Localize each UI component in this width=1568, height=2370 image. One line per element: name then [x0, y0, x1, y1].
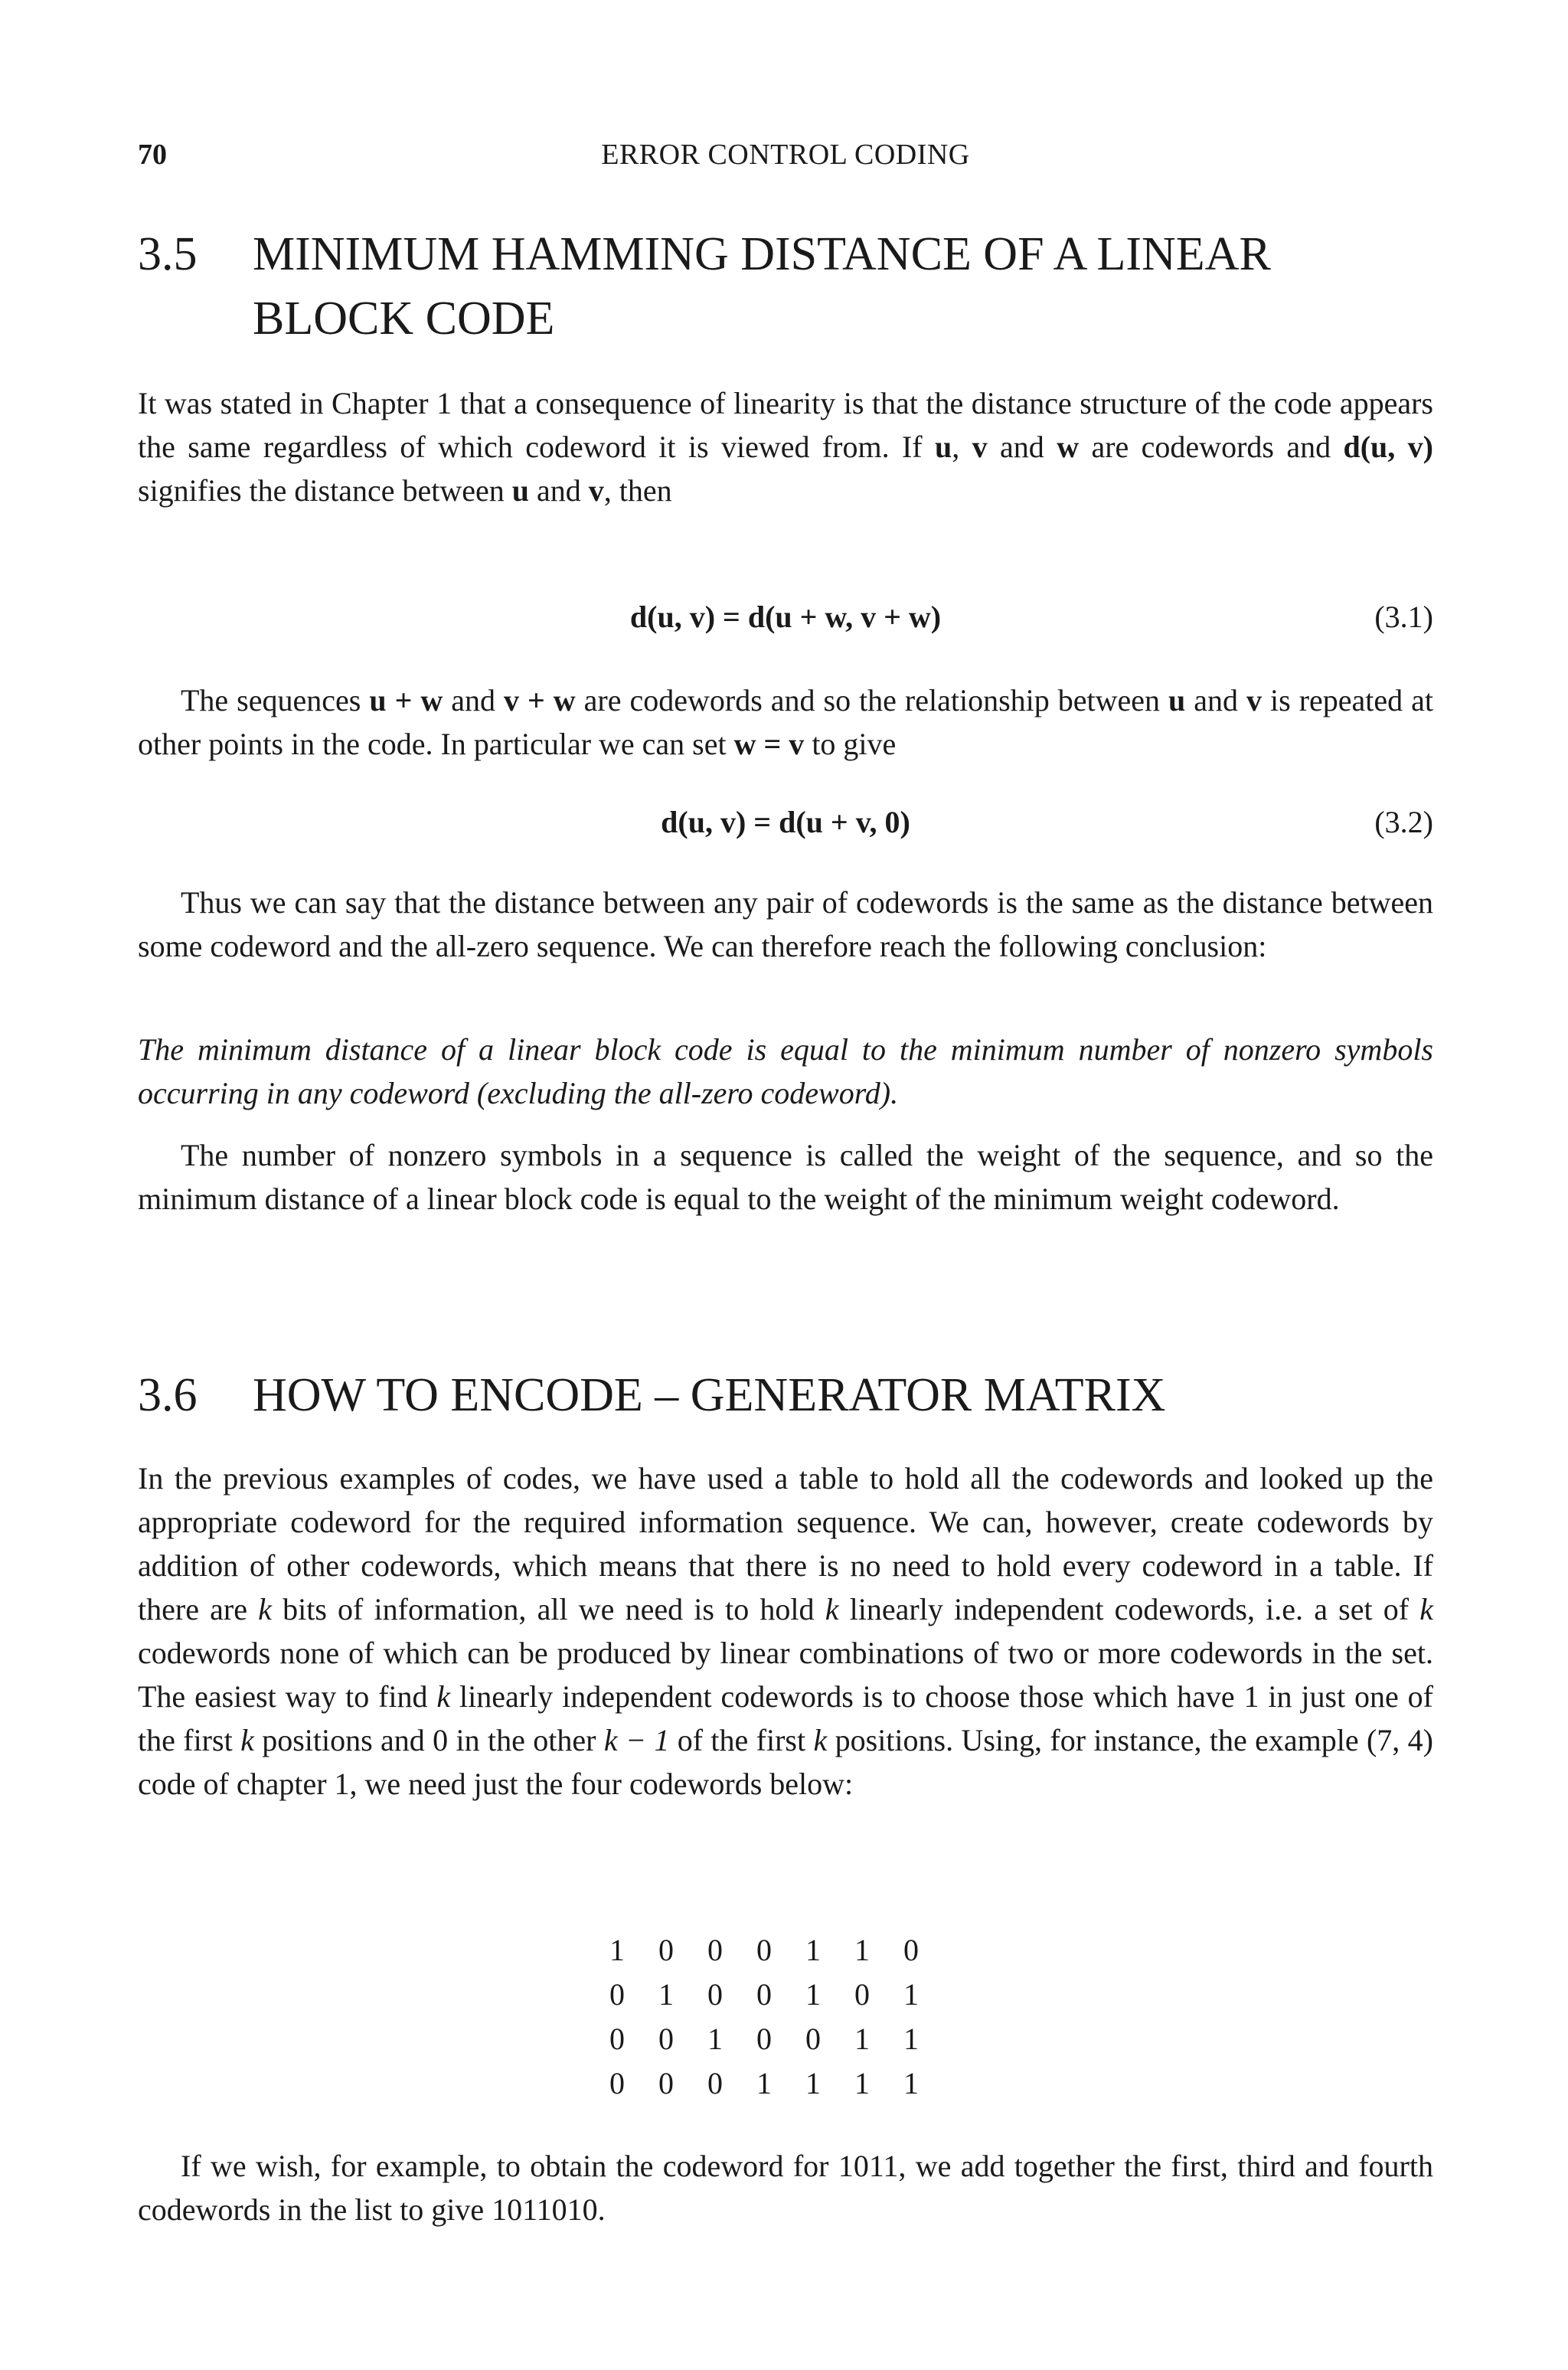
- symbol-k: k: [825, 1592, 839, 1626]
- matrix-cell: 1: [805, 1977, 821, 2012]
- symbol-u: u: [935, 430, 952, 464]
- paragraph-example-1011: If we wish, for example, to obtain the codeword for 1011, we add together the first, third and fourth codewords in the list to give 1011010.: [138, 2149, 1433, 2227]
- matrix-cell: 0: [609, 2066, 625, 2100]
- matrix-cell: 0: [854, 1977, 870, 2012]
- equation-3-2: [138, 804, 1433, 850]
- paragraph-distance-pairs: Thus we can say that the distance between any pair of codewords is the same as the distance between some codeword and the all-zero sequence. We can therefore reach the following conclusion:: [138, 885, 1433, 963]
- matrix-cell: 0: [658, 1933, 674, 1967]
- matrix-cell: 1: [805, 1933, 821, 1967]
- paragraph-linearity: [138, 381, 1433, 512]
- symbol-u-plus-w: u + w: [369, 683, 443, 718]
- matrix-row-3: [609, 2017, 952, 2061]
- paragraph-sequences: [138, 678, 1433, 766]
- running-title: ERROR CONTROL CODING: [601, 139, 970, 171]
- equation-label: (3.1): [1374, 600, 1433, 634]
- text-run: , then: [603, 473, 672, 508]
- symbol-k: k: [240, 1723, 254, 1757]
- matrix-cell: 0: [756, 2022, 772, 2056]
- matrix-row-1: [609, 1928, 952, 1973]
- text-run: and: [443, 683, 504, 718]
- matrix-cell: 1: [903, 2022, 919, 2056]
- text-run: of the first: [669, 1723, 814, 1757]
- text-run: linearly independent codewords is to choose those which have 1 in just one of the first: [138, 1679, 1433, 1757]
- text-run: and: [987, 430, 1057, 464]
- text-run: The sequences: [181, 683, 370, 718]
- symbol-w: w: [1057, 430, 1080, 464]
- text-run: and: [528, 473, 589, 508]
- equation-body: d(u, v) = d(u + v, 0): [661, 805, 910, 839]
- conclusion-statement: The minimum distance of a linear block code is equal to the minimum number of nonzero symbols occurring in any codeword (excluding the all-zero codeword).: [138, 1032, 1433, 1110]
- equation-3-1: [138, 599, 1433, 645]
- section-3-5-heading: [138, 222, 1433, 352]
- section-title: MINIMUM HAMMING DISTANCE OF A LINEAR BLOCK CODE: [253, 228, 1271, 345]
- codeword-matrix: [609, 1928, 952, 2106]
- symbol-k: k: [258, 1592, 272, 1626]
- matrix-cell: 1: [707, 2022, 723, 2056]
- symbol-k: k: [1419, 1592, 1434, 1626]
- symbol-v-plus-w: v + w: [504, 683, 576, 718]
- section-title: HOW TO ENCODE – GENERATOR MATRIX: [253, 1369, 1166, 1421]
- symbol-k-minus-1: k − 1: [603, 1723, 670, 1757]
- symbol-u: u: [1168, 683, 1186, 718]
- symbol-k: k: [813, 1723, 828, 1757]
- symbol-distance: d(u, v): [1343, 430, 1433, 464]
- text-run: positions. Using, for instance, the example (7, 4) code of chapter 1, we need just the four codewords below:: [138, 1723, 1433, 1801]
- matrix-cell: 0: [707, 1933, 723, 1967]
- symbol-u: u: [511, 473, 529, 508]
- text-run: ,: [952, 430, 972, 464]
- matrix-row-4: [609, 2061, 952, 2106]
- matrix-cell: 1: [903, 1977, 919, 2012]
- text-run: It was stated in Chapter 1 that a consequence of linearity is that the distance structure of the code appears the same regardless of which codeword it is viewed from. If: [138, 386, 1433, 464]
- text-run: bits of information, all we need is to hold: [271, 1592, 825, 1626]
- matrix-cell: 0: [658, 2022, 674, 2056]
- matrix-cell: 0: [609, 2022, 625, 2056]
- matrix-cell: 0: [756, 1933, 772, 1967]
- symbol-v: v: [1246, 683, 1263, 718]
- matrix-cell: 0: [707, 1977, 723, 2012]
- matrix-cell: 1: [805, 2066, 821, 2100]
- page-number: 70: [138, 139, 167, 171]
- section-number: 3.5: [138, 228, 198, 280]
- section-3-6-heading: [138, 1363, 1433, 1427]
- book-page: [138, 0, 1433, 2370]
- text-run: are codewords and: [1079, 430, 1344, 464]
- equation-body: d(u, v) = d(u + w, v + w): [629, 600, 942, 634]
- matrix-row-2: [609, 1973, 952, 2017]
- matrix-cell: 1: [609, 1933, 625, 1967]
- matrix-cell: 0: [609, 1977, 625, 2012]
- text-run: is repeated at other points in the code. In particular we can set: [138, 683, 1434, 761]
- matrix-cell: 1: [658, 1977, 674, 2012]
- matrix-cell: 0: [805, 2022, 821, 2056]
- symbol-v: v: [588, 473, 604, 508]
- text-run: linearly independent codewords, i.e. a set of: [838, 1592, 1420, 1626]
- paragraph-encoding: [138, 1456, 1433, 1806]
- matrix-cell: 1: [854, 2066, 870, 2100]
- text-run: are codewords and so the relationship between: [575, 683, 1169, 718]
- text-run: positions and 0 in the other: [253, 1723, 604, 1757]
- symbol-v: v: [972, 430, 988, 464]
- matrix-cell: 1: [854, 2022, 870, 2056]
- matrix-cell: 1: [756, 2066, 772, 2100]
- running-head: [138, 138, 1433, 176]
- matrix-cell: 1: [903, 2066, 919, 2100]
- symbol-k: k: [436, 1679, 451, 1714]
- matrix-cell: 0: [658, 2066, 674, 2100]
- matrix-cell: 0: [903, 1933, 919, 1967]
- paragraph-weight: The number of nonzero symbols in a sequence is called the weight of the sequence, and so the minimum distance of a linear block code is equal to the weight of the minimum weight codeword.: [138, 1138, 1433, 1216]
- matrix-cell: 1: [854, 1933, 870, 1967]
- text-run: In the previous examples of codes, we have used a table to hold all the codewords and looked up the appropriate codeword for the required information sequence. We can, however, create codewords by addition of other codewords, which means that there is no need to hold every codeword in a table. If there are: [138, 1461, 1433, 1626]
- text-run: and: [1185, 683, 1247, 718]
- text-run: signifies the distance between: [138, 473, 512, 508]
- matrix-cell: 0: [707, 2066, 723, 2100]
- matrix-cell: 0: [756, 1977, 772, 2012]
- symbol-w-equals-v: w = v: [733, 727, 805, 761]
- equation-label: (3.2): [1374, 805, 1433, 839]
- section-number: 3.6: [138, 1369, 198, 1421]
- text-run: codewords none of which can be produced by linear combinations of two or more codewords in the set. The easiest way to find: [138, 1636, 1433, 1714]
- text-run: to give: [804, 727, 897, 761]
